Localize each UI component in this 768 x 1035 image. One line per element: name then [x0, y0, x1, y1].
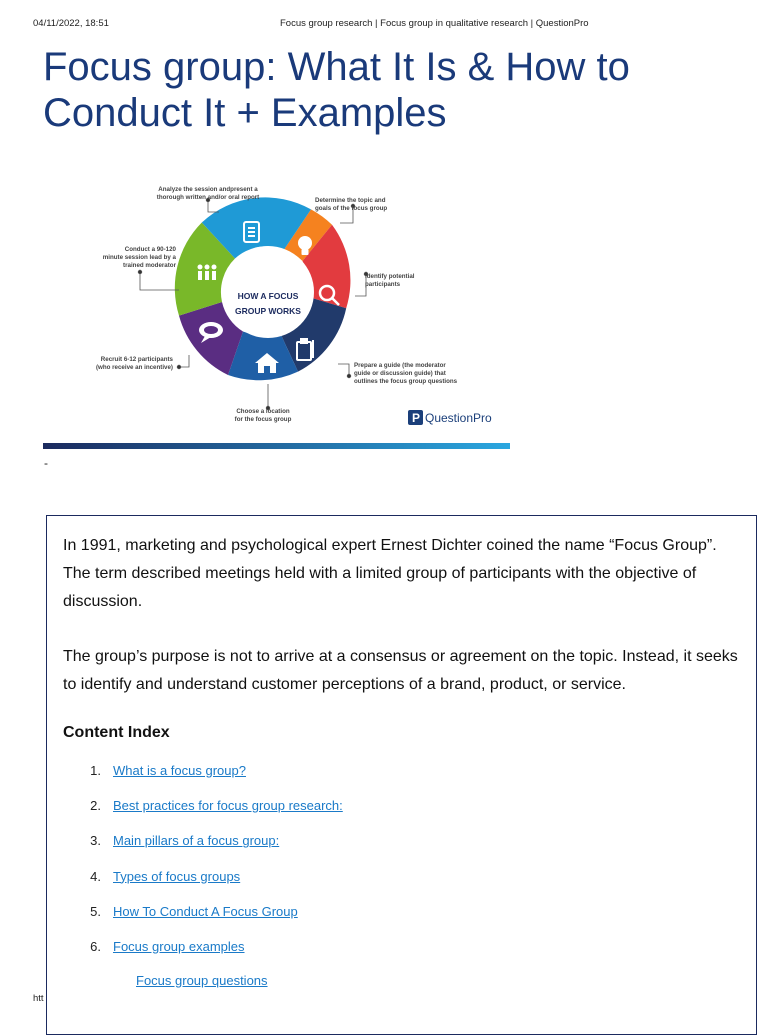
content-index-heading: Content Index: [63, 724, 170, 741]
toc-link-questions[interactable]: Focus group questions: [136, 973, 268, 988]
intro-paragraph-2: The group’s purpose is not to arrive at a consensus or agreement on the topic. Instead, it seeks to identify and understand customer perceptions of a brand, product, or service.: [63, 648, 738, 693]
svg-text:QuestionPro: QuestionPro: [425, 411, 492, 425]
toc-item: 6. Focus group examples: [90, 938, 245, 954]
toc-link-main-pillars[interactable]: Main pillars of a focus group:: [113, 833, 280, 849]
toc-subitem: [136, 972, 268, 989]
toc-link-best-practices[interactable]: Best practices for focus group research:: [113, 798, 343, 814]
toc-item: 4. Types of focus groups: [90, 868, 241, 884]
print-footer-url: htt: [33, 993, 44, 1004]
step-label-recruit: Recruit 6-12 participants (who receive an incentive): [95, 356, 173, 371]
step-label-conduct: Conduct a 90-120 minute session lead by a trained moderator: [102, 246, 176, 269]
print-date: 04/11/2022, 18:51: [33, 18, 109, 29]
print-header: [33, 18, 735, 32]
step-label-guide: Prepare a guide (the moderator guide or discussion guide) that outlines the focus group questions: [354, 362, 458, 385]
toc-item: 2. Best practices for focus group research:: [90, 798, 343, 814]
toc-item: 3. Main pillars of a focus group:: [90, 833, 280, 849]
toc-link-types[interactable]: Types of focus groups: [113, 868, 241, 884]
toc-link-how-to-conduct[interactable]: How To Conduct A Focus Group: [113, 903, 298, 919]
step-label-location: Choose a location for the focus group: [234, 408, 292, 423]
intro-paragraph-1: In 1991, marketing and psychological expert Ernest Dichter coined the name “Focus Group”. The term described meetings held with a limited group of participants with the objective of discussion.: [63, 537, 717, 610]
toc-link-examples[interactable]: Focus group examples: [113, 938, 245, 954]
wheel-center-line2: GROUP WORKS: [235, 306, 301, 316]
step-label-analyze: Analyze the session andpresent a thorough written and/or oral report: [156, 186, 260, 201]
page-title: Focus group: What It Is & How to Conduct It + Examples: [43, 45, 630, 135]
people-icon: [198, 265, 217, 281]
wheel: [175, 197, 351, 380]
svg-text:P: P: [412, 411, 421, 425]
toc-link-what-is[interactable]: What is a focus group?: [113, 763, 246, 778]
toc-item: 5. How To Conduct A Focus Group: [90, 903, 298, 919]
focus-group-infographic: [43, 150, 513, 450]
step-label-topic: Determine the topic and goals of the focus group: [315, 197, 388, 212]
article-content-box: [46, 515, 757, 1035]
questionpro-logo: [408, 410, 492, 425]
content-index-list: [77, 762, 343, 973]
toc-item: 1. What is a focus group?: [90, 763, 246, 778]
infographic-bottom-bar: [43, 443, 510, 449]
step-label-participants: Identify potential participants: [365, 273, 415, 288]
wheel-center-line1: HOW A FOCUS: [237, 291, 299, 301]
print-page-title: Focus group research | Focus group in qualitative research | QuestionPro: [280, 18, 589, 29]
separator-dash: -: [44, 456, 48, 470]
